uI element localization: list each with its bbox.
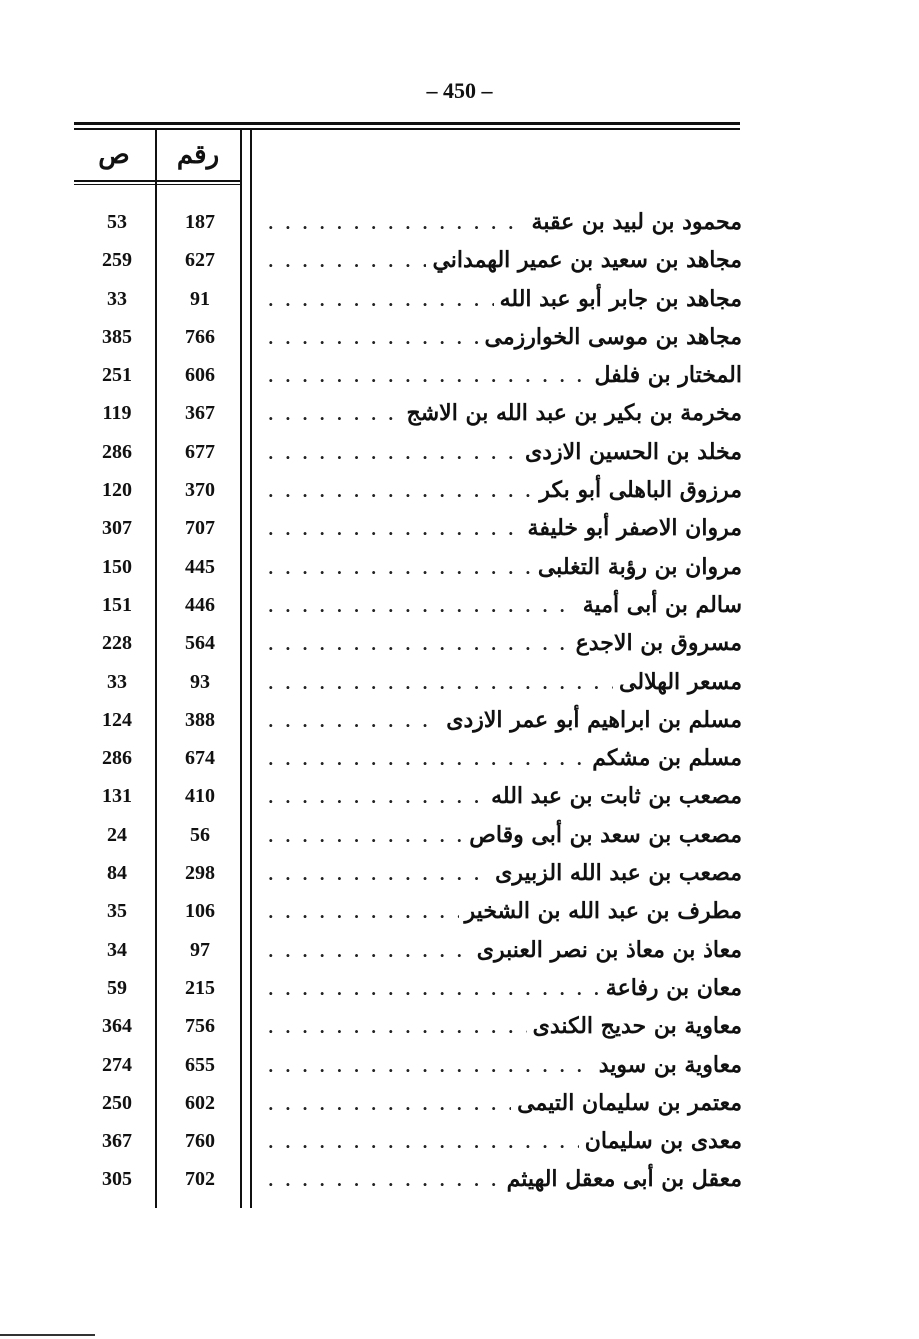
table-row (0, 285, 919, 326)
dot-leader (268, 903, 459, 922)
entry-number: 702 (185, 1168, 215, 1191)
table-row (0, 323, 919, 364)
entry-number: 97 (190, 938, 210, 961)
entry-page: 59 (107, 976, 127, 999)
entry-page: 34 (107, 938, 127, 961)
entry (268, 400, 742, 426)
page-number: – 450 – (426, 78, 493, 103)
entry-page: 385 (102, 325, 132, 348)
table-row (0, 821, 919, 862)
entry (268, 362, 742, 388)
entry-page: 305 (102, 1168, 132, 1191)
dot-leader (268, 674, 613, 693)
dot-leader (268, 865, 489, 884)
entry-page: 131 (102, 785, 132, 808)
entry-name: مصعب بن سعد بن أبى وقاص (469, 821, 742, 848)
entry-name: المختار بن فلفل (594, 362, 742, 389)
table-row (0, 747, 919, 785)
dot-leader (268, 520, 522, 539)
entry-page: 307 (102, 517, 132, 540)
entry-number: 298 (185, 862, 215, 885)
entry-page: 367 (102, 1130, 132, 1153)
entry-name: مطرف بن عبد الله بن الشخير (464, 898, 742, 925)
dot-leader (268, 291, 494, 310)
entry-name: معتمر بن سليمان التيمى (517, 1089, 742, 1116)
entry-name: مخرمة بن بكير بن عبد الله بن الاشج (406, 400, 742, 427)
entry-page: 120 (102, 479, 132, 502)
entry-page: 250 (102, 1091, 132, 1114)
dot-leader (268, 1095, 511, 1114)
entry (268, 1013, 742, 1039)
edge-mark (0, 1334, 95, 1336)
table-row (0, 1051, 919, 1092)
table-row (0, 1089, 919, 1130)
header-page: ص (98, 140, 130, 170)
entry-page: 24 (107, 823, 127, 846)
entry (268, 707, 742, 733)
entry-page: 124 (102, 708, 132, 731)
table-row (0, 936, 919, 977)
table-row (0, 1015, 919, 1053)
dot-leader (268, 214, 526, 233)
entry-page: 364 (102, 1015, 132, 1038)
dot-leader (268, 482, 533, 501)
dot-leader (268, 1057, 593, 1076)
entry-number: 602 (185, 1091, 215, 1114)
entry-page: 33 (107, 287, 127, 310)
table-row (0, 517, 919, 555)
entry (268, 630, 742, 656)
entry-name: مجاهد بن موسى الخوارزمى (484, 323, 742, 350)
dot-leader (268, 750, 586, 769)
entry-number: 106 (185, 900, 215, 923)
entry-number: 93 (190, 670, 210, 693)
entry-number: 370 (185, 479, 215, 502)
table-row (0, 1168, 919, 1206)
header-rule (74, 180, 242, 182)
entry (268, 554, 742, 580)
entry-number: 564 (185, 632, 215, 655)
entry (268, 286, 742, 312)
dot-leader (268, 788, 485, 807)
table-row (0, 553, 919, 594)
entry-name: مجاهد بن جابر أبو عبد الله (499, 285, 742, 312)
header-number: رقم (176, 140, 220, 170)
dot-leader (268, 444, 519, 463)
entry (268, 1052, 742, 1078)
entry-name: معاذ بن معاذ بن نصر العنبرى (476, 936, 742, 963)
dot-leader (268, 405, 401, 424)
entry (268, 209, 742, 235)
dot-leader (268, 597, 577, 616)
table-row (0, 706, 919, 747)
entry-number: 56 (190, 823, 210, 846)
entry-page: 259 (102, 249, 132, 272)
entry-number: 410 (185, 785, 215, 808)
index-table (0, 211, 919, 1207)
entry (268, 860, 742, 886)
entry (268, 898, 742, 924)
dot-leader (268, 367, 589, 386)
entry-name: معاوية بن حديج الكندى (532, 1013, 742, 1040)
entry-number: 445 (185, 555, 215, 578)
dot-leader (268, 827, 463, 846)
entry-page: 33 (107, 670, 127, 693)
table-row (0, 632, 919, 670)
table-row (0, 364, 919, 402)
entry-number: 677 (185, 440, 215, 463)
entry (268, 515, 742, 541)
entry-name: سالم بن أبى أمية (582, 591, 742, 618)
entry-number: 766 (185, 325, 215, 348)
entry-page: 53 (107, 211, 127, 233)
entry-number: 756 (185, 1015, 215, 1038)
dot-leader (268, 1018, 527, 1037)
entry (268, 669, 742, 695)
table-row (0, 479, 919, 517)
entry-name: معاوية بن سويد (598, 1051, 742, 1078)
table-row (0, 1130, 919, 1168)
entry (268, 324, 742, 350)
table-row (0, 900, 919, 938)
entry-name: مصعب بن عبد الله الزبيرى (495, 860, 742, 887)
entry-page: 84 (107, 862, 127, 885)
table-row (0, 438, 919, 479)
entry (268, 477, 742, 503)
entry-page: 151 (102, 593, 132, 616)
dot-leader (268, 942, 471, 961)
dot-leader (268, 980, 600, 999)
entry-name: مجاهد بن سعيد بن عمير الهمداني (432, 247, 742, 274)
table-row (0, 402, 919, 440)
table-row (0, 591, 919, 632)
entry-name: مروان بن رؤبة التغلبى (537, 553, 742, 580)
entry-page: 286 (102, 747, 132, 770)
entry-name: معقل بن أبى معقل الهيثم (506, 1166, 742, 1193)
table-row (0, 668, 919, 709)
entry-number: 446 (185, 593, 215, 616)
entry-number: 674 (185, 747, 215, 770)
entry (268, 1166, 742, 1192)
entry (268, 592, 742, 618)
entry-page: 150 (102, 555, 132, 578)
entry-name: مروان الاصفر أبو خليفة (527, 515, 742, 542)
entry-number: 707 (185, 517, 215, 540)
table-row (0, 974, 919, 1015)
dot-leader (268, 252, 426, 271)
entry-page: 286 (102, 440, 132, 463)
table-row (0, 249, 919, 287)
dot-leader (268, 635, 570, 654)
entry-number: 760 (185, 1130, 215, 1153)
entry (268, 247, 742, 273)
entry-name: معان بن رفاعة (605, 974, 742, 1001)
dot-leader (268, 1171, 501, 1190)
entry-number: 606 (185, 364, 215, 387)
table-row (0, 862, 919, 900)
entry (268, 1128, 742, 1154)
entry (268, 1090, 742, 1116)
entry-name: محمود بن لبيد بن عقبة (531, 209, 742, 235)
entry-name: مسلم بن مشكم (592, 745, 742, 772)
dot-leader (268, 1133, 579, 1152)
entry-page: 274 (102, 1053, 132, 1076)
entry (268, 783, 742, 809)
dot-leader (268, 329, 479, 348)
table-row (0, 211, 919, 249)
top-rule (74, 122, 740, 125)
entry-page: 251 (102, 364, 132, 387)
entry-name: مخلد بن الحسين الازدى (525, 438, 742, 465)
entry (268, 937, 742, 963)
entry-page: 35 (107, 900, 127, 923)
entry-name: مرزوق الباهلى أبو بكر (539, 477, 742, 504)
entry-name: معدى بن سليمان (584, 1128, 742, 1155)
entry-page: 119 (102, 402, 132, 425)
top-rule-inner (74, 128, 740, 130)
dot-leader (268, 559, 532, 578)
entry-name: مصعب بن ثابت بن عبد الله (491, 783, 742, 810)
entry (268, 822, 742, 848)
entry-number: 388 (185, 708, 215, 731)
dot-leader (268, 712, 440, 731)
entry (268, 439, 742, 465)
entry-number: 655 (185, 1053, 215, 1076)
entry-name: مسلم بن ابراهيم أبو عمر الازدى (446, 706, 742, 733)
entry-number: 187 (185, 211, 215, 233)
table-row (0, 785, 919, 823)
entry (268, 975, 742, 1001)
entry-name: مسروق بن الاجدع (575, 630, 742, 657)
header-rule-inner (74, 184, 242, 185)
entry-number: 367 (185, 402, 215, 425)
entry-number: 91 (190, 287, 210, 310)
entry-number: 627 (185, 249, 215, 272)
entry-number: 215 (185, 976, 215, 999)
entry (268, 745, 742, 771)
entry-name: مسعر الهلالى (619, 668, 742, 695)
entry-page: 228 (102, 632, 132, 655)
